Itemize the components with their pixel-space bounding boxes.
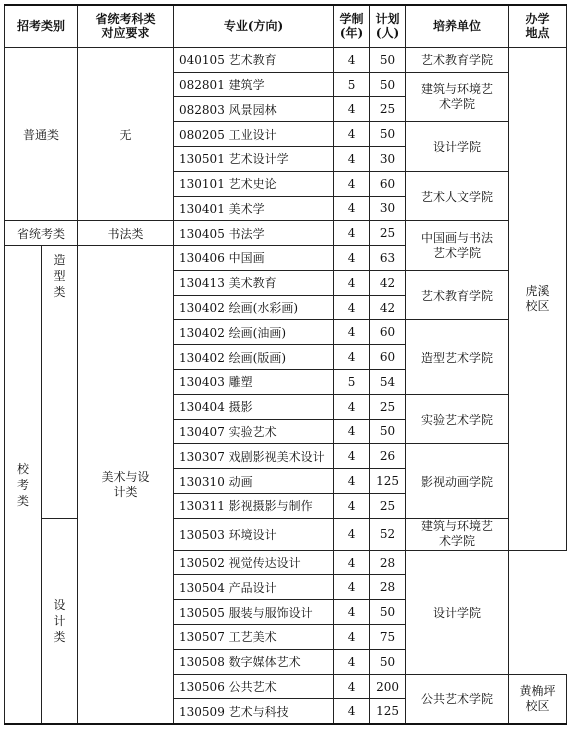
unit-cell: 实验艺术学院 [406,394,509,444]
table-row-major: 082803 风景园林 [174,97,334,122]
header-requirement: 省统考科类 对应要求 [78,5,174,47]
subcategory-sheji: 设 计 类 [42,518,78,724]
table-row-plan: 30 [370,196,406,221]
table-row-major: 130406 中国画 [174,246,334,271]
unit-cell: 影视动画学院 [406,444,509,518]
table-row-major: 130405 书法学 [174,221,334,246]
unit-cell: 设计学院 [406,122,509,172]
table-row-years: 4 [334,444,370,469]
table-row-years: 4 [334,493,370,518]
unit-cell: 艺术教育学院 [406,270,509,320]
table-row-major: 130506 公共艺术 [174,674,334,699]
table-row-major: 130307 戏剧影视美术设计 [174,444,334,469]
table-row-major: 130404 摄影 [174,394,334,419]
table-row-major: 130311 影视摄影与制作 [174,493,334,518]
table-row-plan: 125 [370,699,406,724]
table-row-plan: 60 [370,345,406,370]
unit-cell: 设计学院 [406,550,509,674]
table-row-plan: 200 [370,674,406,699]
table-row-years: 4 [334,295,370,320]
table-row-years: 4 [334,97,370,122]
table-row-plan: 25 [370,221,406,246]
table-row-years: 5 [334,72,370,97]
table-row-plan: 25 [370,493,406,518]
table-row-plan: 63 [370,246,406,271]
table-row-plan: 50 [370,419,406,444]
unit-cell: 公共艺术学院 [406,674,509,724]
header-duration: 学制 (年) [334,5,370,47]
table-row-years: 4 [334,550,370,575]
table-row-major: 130401 美术学 [174,196,334,221]
location-huxi: 虎溪 校区 [509,47,567,550]
table-row-major: 130403 雕塑 [174,370,334,395]
table-row-major: 040105 艺术教育 [174,47,334,72]
unit-cell: 建筑与环境艺 术学院 [406,72,509,122]
table-row-plan: 52 [370,518,406,550]
subcategory-zaoxing: 造 型 类 [42,246,78,519]
table-row-years: 4 [334,171,370,196]
unit-cell: 艺术教育学院 [406,47,509,72]
table-row-years: 4 [334,146,370,171]
table-row-years: 4 [334,246,370,271]
table-row-plan: 50 [370,122,406,147]
table-row-plan: 25 [370,97,406,122]
table-row-major: 130501 艺术设计学 [174,146,334,171]
table-row-plan: 50 [370,72,406,97]
requirement-calligraphy: 书法类 [78,221,174,246]
table-row-major: 130402 绘画(水彩画) [174,295,334,320]
header-major: 专业(方向) [174,5,334,47]
table-row-major: 130402 绘画(油画) [174,320,334,345]
unit-cell: 中国画与书法 艺术学院 [406,221,509,271]
table-row-years: 4 [334,649,370,674]
category-putong: 普通类 [5,47,78,220]
table-row-plan: 125 [370,469,406,494]
header-plan: 计划 (人) [370,5,406,47]
table-row-years: 4 [334,47,370,72]
table-row-years: 4 [334,221,370,246]
enrollment-plan-table [4,4,567,725]
table-row-years: 4 [334,625,370,650]
table-row-plan: 75 [370,625,406,650]
requirement-none: 无 [78,47,174,220]
table-row-years: 4 [334,469,370,494]
table-row-major: 082801 建筑学 [174,72,334,97]
table-row-years: 4 [334,122,370,147]
table-row-major: 130509 艺术与科技 [174,699,334,724]
table-row-major: 130413 美术教育 [174,270,334,295]
table-row-years: 4 [334,699,370,724]
table-row-years: 4 [334,600,370,625]
table-row-plan: 25 [370,394,406,419]
header-category: 招考类别 [5,5,78,47]
table-row-plan: 30 [370,146,406,171]
table-row-plan: 50 [370,47,406,72]
table-row-major: 130310 动画 [174,469,334,494]
header-location: 办学 地点 [509,5,567,47]
table-row-plan: 54 [370,370,406,395]
table-row-major: 130507 工艺美术 [174,625,334,650]
table-row-plan: 60 [370,171,406,196]
table-row-plan: 42 [370,270,406,295]
table-row-years: 4 [334,394,370,419]
category-shengtong: 省统考类 [5,221,78,246]
table-row-plan: 50 [370,649,406,674]
header-unit: 培养单位 [406,5,509,47]
table-row-plan: 42 [370,295,406,320]
unit-cell: 建筑与环境艺 术学院 [406,518,509,550]
requirement-art-design: 美术与设 计类 [78,246,174,724]
table-row-major: 130504 产品设计 [174,575,334,600]
table-row-major: 130402 绘画(版画) [174,345,334,370]
table-row-major: 130502 视觉传达设计 [174,550,334,575]
table-row-plan: 28 [370,550,406,575]
table-row-major: 130101 艺术史论 [174,171,334,196]
category-xiaokao: 校 考 类 [5,246,42,724]
table-row-plan: 60 [370,320,406,345]
table-row-major: 080205 工业设计 [174,122,334,147]
table-row-years: 5 [334,370,370,395]
table-row-years: 4 [334,320,370,345]
table-row-plan: 26 [370,444,406,469]
table-row-years: 4 [334,674,370,699]
unit-cell: 艺术人文学院 [406,171,509,221]
table-row-years: 4 [334,270,370,295]
table-row-plan: 28 [370,575,406,600]
table-row-years: 4 [334,345,370,370]
table-row-years: 4 [334,419,370,444]
table-row-major: 130508 数字媒体艺术 [174,649,334,674]
table-row-years: 4 [334,518,370,550]
table-row-plan: 50 [370,600,406,625]
table-row-major: 130503 环境设计 [174,518,334,550]
table-row-major: 130407 实验艺术 [174,419,334,444]
table-row-major: 130505 服装与服饰设计 [174,600,334,625]
location-huangjueping: 黄桷坪 校区 [509,674,567,724]
table-row-years: 4 [334,196,370,221]
unit-cell: 造型艺术学院 [406,320,509,394]
table-row-years: 4 [334,575,370,600]
